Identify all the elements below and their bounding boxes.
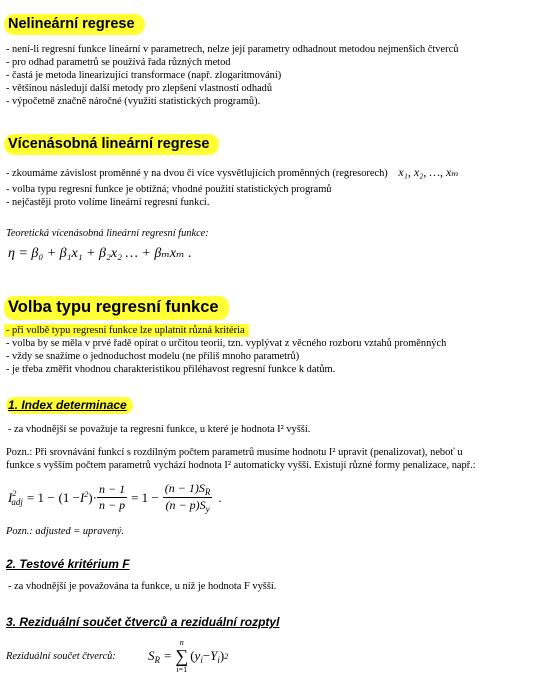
- list-item: - není-li regresní funkce lineární v parametrech, nelze její parametry odhadnout metodou nejmenších čtverců: [6, 44, 459, 55]
- subsection-title-residual: 3. Reziduální součet čtverců a reziduální rozptyl: [6, 615, 280, 629]
- list-item: [6, 166, 459, 180]
- list-item-text: - zkoumáme závislost proměnné y na dvou či více vysvětlujících proměnných (regresorech): [6, 168, 388, 179]
- list-item: - častá je metoda linearizující transformace (např. zlogaritmování): [6, 70, 282, 81]
- list-item: - volba by se měla v prvé řadě opírat o určitou teorii, tzn. vyplývat z věcného rozboru vztahů proměnných: [6, 338, 447, 349]
- list-item: - za vhodnější se považuje ta regresní funkce, u které je hodnota I² vyšší.: [8, 424, 311, 435]
- residual-sum-formula: $S_R$ = n ∑ i=1 ( $y_i$ − $Y_i$ ) 2: [148, 638, 229, 674]
- list-item-highlighted: - při volbě typu regresní funkce lze uplatnit různá kritéria: [4, 324, 249, 337]
- theory-label: Teoretická vícenásobná lineární regresní funkce:: [6, 228, 209, 239]
- list-item: - výpočetně značně náročné (využití statistických programů).: [6, 96, 261, 107]
- adjusted-note: Pozn.: adjusted = upravený.: [6, 526, 125, 537]
- list-item: - většinou následují další metody pro zlepšení vlastností odhadů: [6, 83, 273, 94]
- regression-equation: η = β₀ + β₁x₁ + β₂x₂ … + βₘxₘ .: [8, 246, 192, 261]
- residual-label: Reziduální součet čtverců:: [6, 651, 116, 662]
- list-item: - pro odhad parametrů se používá řada různých metod: [6, 57, 231, 68]
- adjusted-index-formula: $I^2_{adj}$ = 1 − (1 − $I^2$ )· $\frac{n - 1}{n - p}$ = 1 − $\frac{(n - 1)S_R}{(n - p)S_y}$ .: [8, 481, 222, 514]
- regressor-variables: x₁, x₂, …, xₘ: [398, 165, 459, 179]
- list-item: - vždy se snažíme o jednoduchost modelu (ne příliš mnoho parametrů): [6, 351, 300, 362]
- list-item: - nejčastěji proto volíme lineární regresní funkci.: [6, 197, 210, 208]
- subsection-title-index: 1. Index determinace: [6, 397, 133, 414]
- section-title-function-type: Volba typu regresní funkce: [4, 296, 229, 320]
- list-item: - je třeba změřit vhodnou charakteristikou přiléhavost regresní funkce k datům.: [6, 364, 336, 375]
- note-line: Pozn.: Při srovnávání funkcí s rozdílným počtem parametrů musíme hodnotu I² upravit (penalizovat), neboť u: [6, 447, 463, 458]
- note-line: funkce s vyšším počtem parametrů vychází hodnota I² automaticky vyšší. Existují různé formy penalizace, např.:: [6, 460, 476, 471]
- subsection-title-f-test: 2. Testové kritérium F: [6, 557, 130, 571]
- section-title-multiple: Vícenásobná lineární regrese: [4, 134, 219, 155]
- section-title-nonlinear: Nelineární regrese: [4, 14, 145, 35]
- list-item: - volba typu regresní funkce je obtížná; vhodné použití statistických programů: [6, 184, 332, 195]
- list-item: - za vhodnější je považována ta funkce, u níž je hodnota F vyšší.: [8, 581, 277, 592]
